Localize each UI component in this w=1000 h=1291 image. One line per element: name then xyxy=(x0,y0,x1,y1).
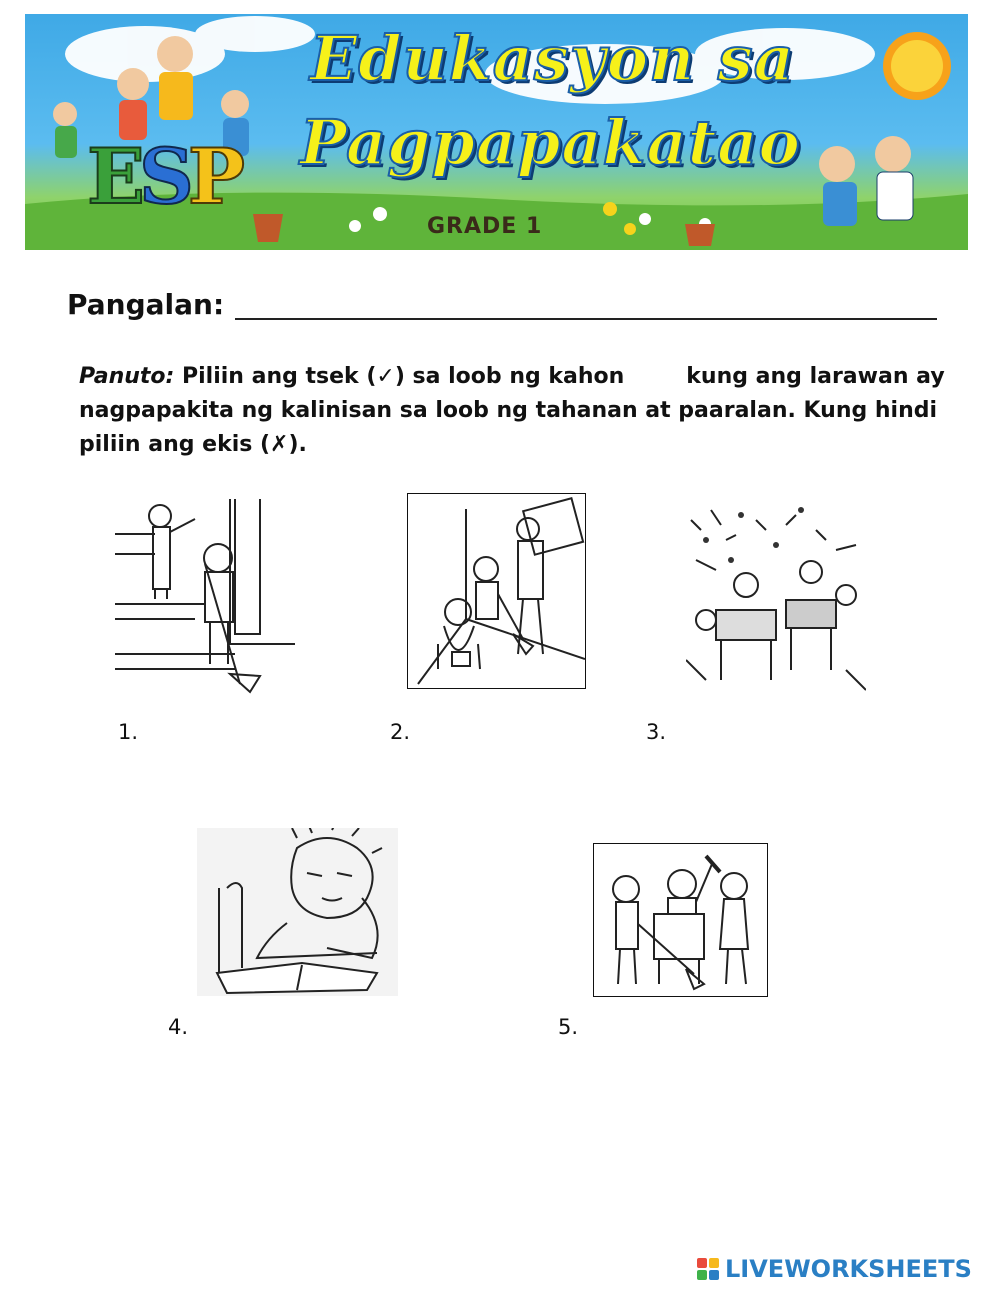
sweeping-stairs-icon xyxy=(115,494,295,699)
name-input-line[interactable] xyxy=(235,318,937,320)
children-cleaning-icon xyxy=(408,494,585,688)
item-number-3: 3. xyxy=(646,720,667,744)
instructions-text-part2: kung ang larawan ay nagpapakita ng kalinisan sa loob ng tahanan at paaralan. Kung hindi piliin ang ekis (✗). xyxy=(79,364,945,457)
banner-title-line2: Pagpapakatao xyxy=(300,106,801,179)
liveworksheets-footer[interactable] xyxy=(697,1255,972,1283)
instructions-label: Panuto: xyxy=(79,364,175,389)
banner-title-line1: Edukasyon sa xyxy=(310,22,795,95)
messy-classroom-icon xyxy=(686,500,866,697)
picture-5 xyxy=(593,843,768,997)
picture-2 xyxy=(407,493,586,689)
item-number-5: 5. xyxy=(558,1015,579,1039)
sun-icon xyxy=(883,32,951,100)
instructions-text-part1: Piliin ang tsek (✓) sa loob ng kahon xyxy=(174,364,625,389)
tired-student-icon xyxy=(197,828,398,996)
brand-name: LIVEWORKSHEETS xyxy=(725,1255,972,1283)
children-dusting-icon xyxy=(594,844,767,996)
picture-4 xyxy=(197,828,398,996)
picture-1 xyxy=(115,494,295,699)
liveworksheets-logo-icon xyxy=(697,1258,719,1280)
item-number-4: 4. xyxy=(168,1015,189,1039)
grade-label: GRADE 1 xyxy=(427,214,543,239)
instructions xyxy=(79,360,949,462)
name-label: Pangalan: xyxy=(67,288,225,321)
item-number-2: 2. xyxy=(390,720,411,744)
picture-3 xyxy=(686,500,866,697)
esp-logo: ESP xyxy=(87,132,239,221)
header-banner xyxy=(25,14,968,250)
item-number-1: 1. xyxy=(118,720,139,744)
